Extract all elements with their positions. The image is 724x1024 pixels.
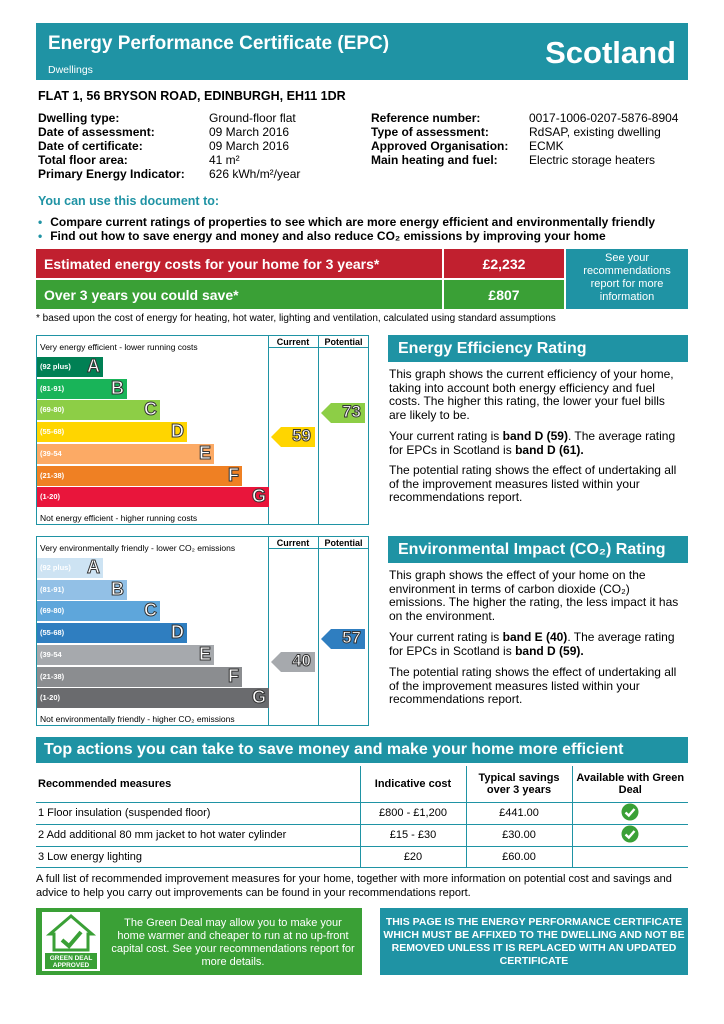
detail-key: Primary Energy Indicator:	[38, 167, 185, 181]
savings-value-box	[444, 280, 564, 309]
band-range: (81-91)	[40, 383, 65, 393]
band-range: (69-80)	[40, 606, 65, 616]
band-range: (55-68)	[40, 628, 65, 638]
rating-band-f	[37, 667, 242, 687]
text-bold: band D (59).	[515, 643, 584, 658]
page-subtitle: Dwellings	[48, 64, 93, 76]
region-label: Scotland	[545, 35, 676, 70]
chart-divider	[268, 347, 369, 348]
measure-cost: £15 - £30	[360, 824, 466, 846]
col-header: Indicative cost	[360, 766, 466, 802]
property-address: FLAT 1, 56 BRYSON ROAD, EDINBURGH, EH11 1DR	[38, 89, 346, 103]
page-title: Energy Performance Certificate (EPC)	[48, 33, 390, 54]
col-header: Available with Green Deal	[572, 766, 688, 802]
eir-paragraph: This graph shows the effect of your home on the environment in terms of carbon dioxide (CO₂) emissions. The higher the rating, the less impact it has on the environment.	[389, 568, 679, 623]
col-header: Recommended measures	[36, 766, 360, 802]
detail-key: Date of assessment:	[38, 125, 155, 139]
green-deal-logo	[42, 912, 100, 971]
house-icon	[42, 912, 100, 971]
rating-band-f	[37, 466, 242, 486]
measure-saving: £441.00	[466, 802, 572, 824]
band-letter: D	[171, 421, 184, 442]
rating-band-b	[37, 379, 127, 399]
cost-value-box	[444, 249, 564, 278]
potential-rating-value: 57	[342, 628, 361, 647]
detail-value: RdSAP, existing dwelling	[529, 125, 661, 139]
current-rating-value: 40	[292, 651, 311, 670]
col-current: Current	[276, 538, 310, 548]
detail-key: Date of certificate:	[38, 139, 143, 153]
rating-band-d	[37, 422, 187, 442]
table-header-row	[36, 766, 688, 802]
rating-band-e	[37, 645, 214, 665]
band-letter: F	[228, 464, 239, 485]
band-range: (92 plus)	[40, 362, 71, 371]
col-header: Typical savings over 3 years	[466, 766, 572, 802]
band-letter: B	[111, 578, 124, 599]
use-section-title: You can use this document to:	[38, 194, 220, 208]
chart-top-label: Very energy efficient - lower running costs	[40, 342, 198, 352]
cost-footnote: * based upon the cost of energy for heating, hot water, lighting and ventilation, calculated using standard assumptions	[36, 313, 556, 324]
green-deal-text: The Green Deal may allow you to make your home warmer and cheaper to run at no up-front capital cost. See your recommendations report for more details.	[111, 917, 355, 968]
band-letter: C	[144, 399, 157, 420]
chart-divider	[318, 335, 319, 525]
band-range: (21-38)	[40, 671, 65, 681]
col-potential: Potential	[324, 538, 363, 548]
text-bold: band E (40)	[502, 630, 568, 644]
check-icon	[621, 825, 639, 843]
use-bullet: • Compare current ratings of properties to see which are more energy efficient and environmentally friendly	[38, 215, 656, 229]
chart-bottom-label: Not environmentally friendly - higher CO₂ emissions	[40, 714, 235, 724]
text: Your current rating is	[389, 429, 503, 443]
detail-value: Electric storage heaters	[529, 153, 656, 167]
band-letter: E	[198, 442, 211, 463]
green-deal-cell	[572, 824, 688, 846]
eir-paragraph	[389, 631, 685, 658]
detail-key: Reference number:	[371, 111, 481, 125]
text-bold: band D (61).	[515, 442, 584, 457]
measure-cost: £800 - £1,200	[360, 802, 466, 824]
green-deal-box	[36, 908, 362, 975]
measure-cost: £20	[360, 846, 466, 867]
current-rating-arrow	[271, 427, 315, 447]
band-letter: G	[251, 486, 266, 507]
rating-band-g	[37, 487, 269, 507]
savings-value: £807	[488, 287, 520, 303]
band-range: (21-38)	[40, 470, 65, 480]
measure-saving: £30.00	[466, 824, 572, 846]
text: . The average rating for EPCs in Scotland is	[389, 429, 676, 457]
col-potential: Potential	[324, 337, 363, 347]
text: Your current rating is	[389, 630, 503, 644]
rating-band-c	[37, 601, 160, 621]
chart-divider	[318, 536, 319, 726]
band-range: (69-80)	[40, 405, 65, 415]
potential-rating-arrow	[321, 629, 365, 649]
cost-label: Estimated energy costs for your home for 3 years*	[44, 256, 380, 272]
band-letter: E	[198, 643, 211, 664]
rating-band-b	[37, 580, 127, 600]
eir-paragraph: The potential rating shows the effect of undertaking all of the improvement measures listed within your recommendations report.	[389, 665, 677, 706]
eer-paragraph	[389, 430, 685, 457]
eer-paragraph: This graph shows the current efficiency of your home, taking into account both energy efficiency and fuel costs. The higher this rating, the lower your fuel bills are likely to be.	[389, 367, 674, 422]
detail-value: ECMK	[529, 139, 564, 153]
band-range: (1-20)	[40, 492, 61, 502]
measure-saving: £60.00	[466, 846, 572, 867]
band-range: (92 plus)	[40, 563, 71, 572]
band-letter: D	[171, 622, 184, 643]
rating-band-a	[37, 357, 103, 377]
potential-rating-arrow	[321, 403, 365, 423]
band-letter: F	[228, 665, 239, 686]
green-deal-cell	[572, 802, 688, 824]
detail-key: Type of assessment:	[371, 125, 489, 139]
detail-value: 0017-1006-0207-5876-8904	[529, 111, 679, 125]
rating-band-d	[37, 623, 187, 643]
eer-paragraph: The potential rating shows the effect of undertaking all of the improvement measures listed within your recommendations report.	[389, 463, 677, 504]
cost-row-estimated	[36, 249, 442, 278]
detail-key: Main heating and fuel:	[371, 153, 498, 167]
text-bold: band D (59)	[502, 429, 568, 443]
band-letter: G	[251, 687, 266, 708]
chart-divider	[268, 548, 369, 549]
current-rating-value: 59	[292, 426, 311, 445]
measure-measure: 2 Add additional 80 mm jacket to hot water cylinder	[36, 824, 360, 846]
col-current: Current	[276, 337, 310, 347]
rating-band-e	[37, 444, 214, 464]
table-row	[36, 802, 688, 824]
use-bullet-text: Compare current ratings of properties to see which are more energy efficient and environmentally friendly	[50, 215, 656, 229]
band-letter: A	[87, 356, 100, 376]
band-range: (81-91)	[40, 584, 65, 594]
svg-text:APPROVED: APPROVED	[52, 962, 90, 969]
band-range: (1-20)	[40, 693, 61, 703]
header-banner	[36, 23, 688, 80]
detail-key: Dwelling type:	[38, 111, 120, 125]
chart-bottom-label: Not energy efficient - higher running costs	[40, 513, 198, 523]
rating-band-a	[37, 558, 103, 578]
savings-label: Over 3 years you could save*	[44, 287, 239, 303]
measure-measure: 3 Low energy lighting	[36, 846, 360, 867]
eir-section-title: Environmental Impact (CO₂) Rating	[388, 536, 688, 563]
use-bullet-text: Find out how to save energy and money and also reduce CO₂ emissions by improving your home	[50, 229, 606, 243]
rating-band-g	[37, 688, 269, 708]
eer-section-title: Energy Efficiency Rating	[388, 335, 688, 362]
recommendations-link[interactable]: See your recommendations report for more information	[566, 249, 688, 309]
detail-value: 41 m²	[209, 153, 240, 167]
band-range: (55-68)	[40, 427, 65, 437]
text: . The average rating for EPCs in Scotland is	[389, 630, 675, 658]
cost-value: £2,232	[482, 256, 526, 272]
potential-rating-value: 73	[342, 402, 361, 421]
detail-value: 626 kWh/m²/year	[209, 167, 301, 181]
affix-notice: THIS PAGE IS THE ENERGY PERFORMANCE CERTIFICATE WHICH MUST BE AFFIXED TO THE DWELLING AND NOT BE REMOVED UNLESS IT IS REPLACED WITH AN UPDATED CERTIFICATE	[380, 908, 688, 975]
cost-row-savings	[36, 280, 442, 309]
svg-text:GREEN DEAL: GREEN DEAL	[49, 955, 93, 962]
detail-value: Ground-floor flat	[209, 111, 296, 125]
table-row	[36, 824, 688, 846]
use-bullet: • Find out how to save energy and money and also reduce CO₂ emissions by improving your home	[38, 229, 606, 243]
band-range: (39-54	[40, 649, 62, 659]
band-letter: B	[111, 377, 124, 398]
detail-key: Total floor area:	[38, 153, 128, 167]
full-list-note: A full list of recommended improvement measures for your home, together with more information on potential cost and savings and advice to help you carry out improvements can be found in your recommendations report.	[36, 873, 672, 899]
band-range: (39-54	[40, 448, 62, 458]
actions-title: Top actions you can take to save money and make your home more efficient	[36, 737, 688, 763]
band-letter: C	[144, 600, 157, 621]
green-deal-cell	[572, 846, 688, 867]
band-letter: A	[87, 557, 100, 577]
measures-table	[36, 766, 688, 868]
detail-value: 09 March 2016	[209, 139, 290, 153]
rating-band-c	[37, 400, 160, 420]
detail-key: Approved Organisation:	[371, 139, 509, 153]
detail-value: 09 March 2016	[209, 125, 290, 139]
measure-measure: 1 Floor insulation (suspended floor)	[36, 802, 360, 824]
table-row	[36, 846, 688, 867]
check-icon	[621, 803, 639, 821]
current-rating-arrow	[271, 652, 315, 672]
chart-top-label: Very environmentally friendly - lower CO₂ emissions	[40, 543, 236, 553]
